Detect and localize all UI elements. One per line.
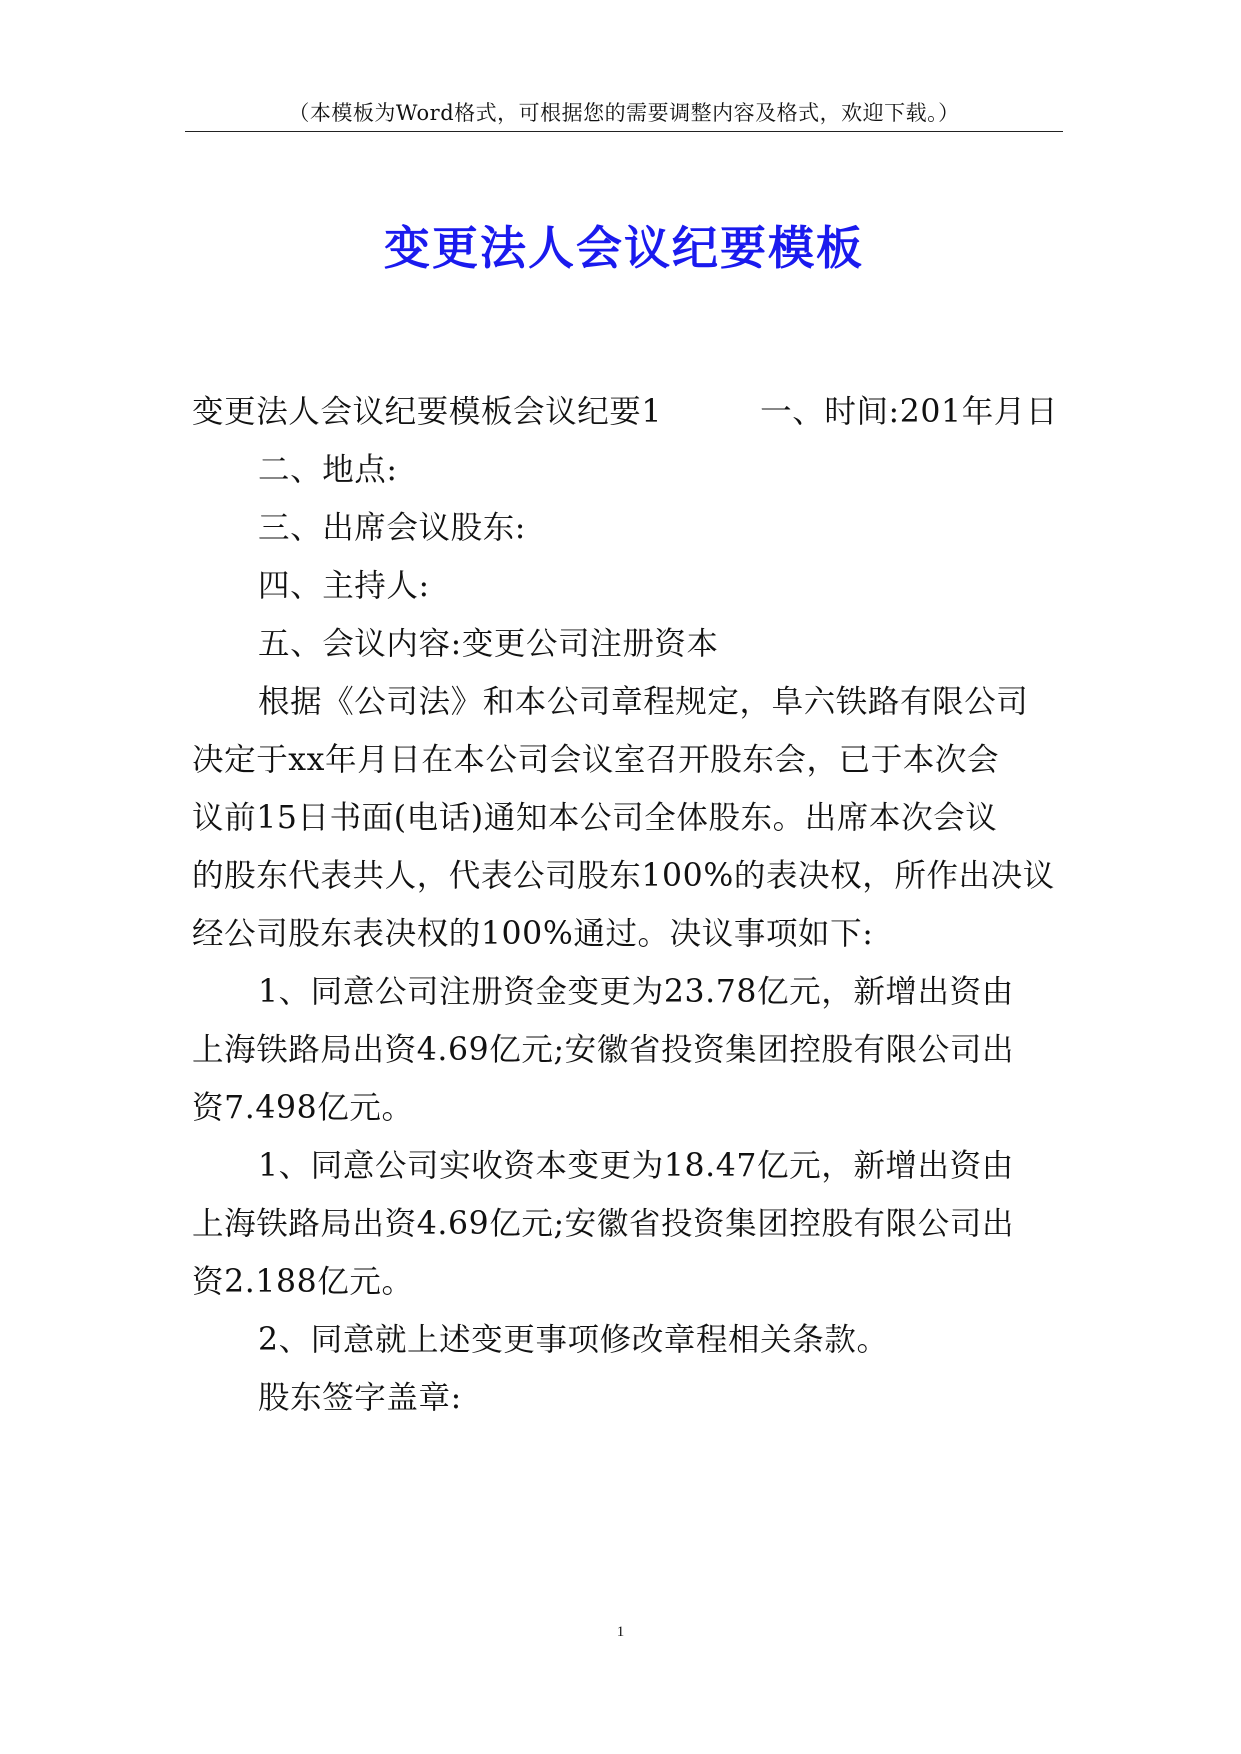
signature-line: 股东签字盖章: (258, 1380, 462, 1416)
resolution-item: 1、同意公司注册资金变更为23.78亿元，新增出资由 (258, 974, 1014, 1010)
resolution-item: 资2.188亿元。 (192, 1264, 414, 1300)
meeting-location: 二、地点: (258, 452, 398, 488)
paragraph-line: 经公司股东表决权的100%通过。决议事项如下: (192, 916, 874, 952)
attending-shareholders: 三、出席会议股东: (258, 510, 527, 546)
intro-heading: 变更法人会议纪要模板会议纪要1 (192, 394, 663, 430)
meeting-host: 四、主持人: (258, 568, 430, 604)
resolution-item: 2、同意就上述变更事项修改章程相关条款。 (258, 1322, 889, 1358)
paragraph-line: 的股东代表共人，代表公司股东100%的表决权，所作出决议 (192, 858, 1055, 894)
meeting-time: 一、时间:201年月日 (760, 394, 1058, 430)
paragraph-line: 根据《公司法》和本公司章程规定，阜六铁路有限公司 (258, 684, 1029, 720)
resolution-item: 1、同意公司实收资本变更为18.47亿元，新增出资由 (258, 1148, 1014, 1184)
resolution-item: 资7.498亿元。 (192, 1090, 414, 1126)
meeting-content: 五、会议内容:变更公司注册资本 (258, 626, 719, 662)
resolution-item: 上海铁路局出资4.69亿元;安徽省投资集团控股有限公司出 (192, 1032, 1015, 1068)
header-divider (185, 131, 1063, 132)
header-note: （本模板为Word格式，可根据您的需要调整内容及格式，欢迎下载。） (288, 101, 960, 125)
resolution-item: 上海铁路局出资4.69亿元;安徽省投资集团控股有限公司出 (192, 1206, 1015, 1242)
intro-line (192, 392, 1058, 432)
document-title: 变更法人会议纪要模板 (384, 221, 864, 275)
paragraph-line: 决定于xx年月日在本公司会议室召开股东会，已于本次会 (192, 742, 1000, 778)
paragraph-line: 议前15日书面(电话)通知本公司全体股东。出席本次会议 (192, 800, 998, 836)
page-number: 1 (616, 1624, 625, 1640)
